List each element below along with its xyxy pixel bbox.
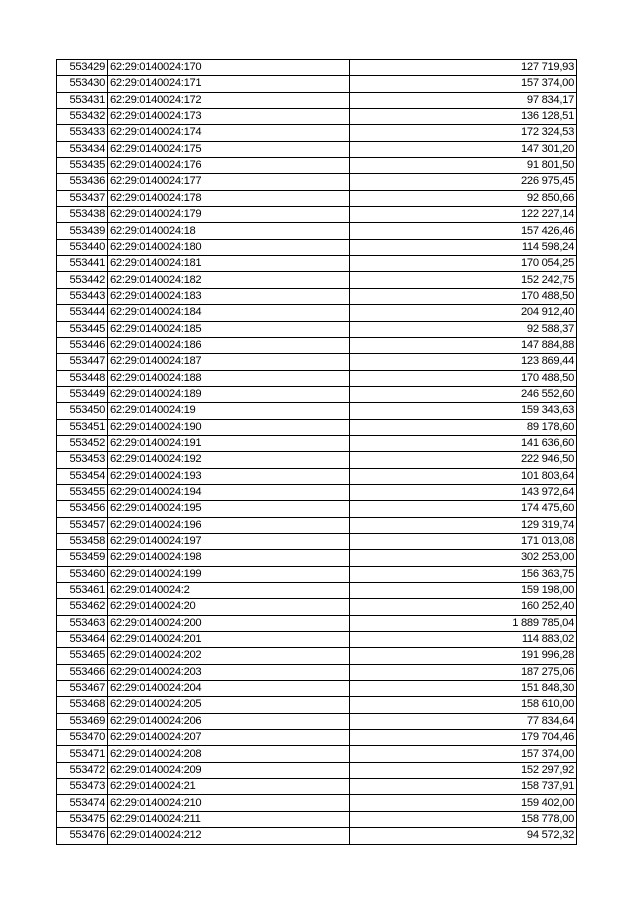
table-row xyxy=(57,174,577,190)
cadastral-value-cell: 89 178,60 xyxy=(350,419,577,435)
cadastral-number-cell: 62:29:0140024:21 xyxy=(108,779,350,795)
cadastral-value-cell: 226 975,45 xyxy=(350,174,577,190)
table-row xyxy=(57,435,577,451)
table-row xyxy=(57,468,577,484)
row-number-cell: 553446 xyxy=(57,337,108,353)
table-row xyxy=(57,223,577,239)
cadastral-number-cell: 62:29:0140024:179 xyxy=(108,207,350,223)
row-number-cell: 553438 xyxy=(57,207,108,223)
table-row xyxy=(57,730,577,746)
cadastral-number-cell: 62:29:0140024:206 xyxy=(108,713,350,729)
row-number-cell: 553429 xyxy=(57,60,108,76)
cadastral-number-cell: 62:29:0140024:197 xyxy=(108,533,350,549)
cadastral-value-cell: 1 889 785,04 xyxy=(350,615,577,631)
table-row xyxy=(57,795,577,811)
row-number-cell: 553459 xyxy=(57,550,108,566)
table-row xyxy=(57,190,577,206)
cadastral-value-cell: 114 598,24 xyxy=(350,239,577,255)
table-row xyxy=(57,828,577,844)
row-number-cell: 553465 xyxy=(57,648,108,664)
cadastral-value-cell: 151 848,30 xyxy=(350,681,577,697)
row-number-cell: 553454 xyxy=(57,468,108,484)
cadastral-value-cell: 147 301,20 xyxy=(350,141,577,157)
table-row xyxy=(57,337,577,353)
cadastral-number-cell: 62:29:0140024:191 xyxy=(108,435,350,451)
cadastral-number-cell: 62:29:0140024:186 xyxy=(108,337,350,353)
cadastral-value-cell: 136 128,51 xyxy=(350,109,577,125)
cadastral-value-cell: 91 801,50 xyxy=(350,158,577,174)
table-row xyxy=(57,811,577,827)
table-row xyxy=(57,109,577,125)
cadastral-number-cell: 62:29:0140024:172 xyxy=(108,92,350,108)
cadastral-value-cell: 157 374,00 xyxy=(350,746,577,762)
row-number-cell: 553441 xyxy=(57,256,108,272)
row-number-cell: 553475 xyxy=(57,811,108,827)
cadastral-value-cell: 97 834,17 xyxy=(350,92,577,108)
table-row xyxy=(57,746,577,762)
row-number-cell: 553435 xyxy=(57,158,108,174)
table-row xyxy=(57,207,577,223)
table-row xyxy=(57,305,577,321)
cadastral-number-cell: 62:29:0140024:192 xyxy=(108,452,350,468)
row-number-cell: 553457 xyxy=(57,517,108,533)
row-number-cell: 553452 xyxy=(57,435,108,451)
table-row xyxy=(57,60,577,76)
row-number-cell: 553444 xyxy=(57,305,108,321)
cadastral-value-cell: 122 227,14 xyxy=(350,207,577,223)
cadastral-number-cell: 62:29:0140024:182 xyxy=(108,272,350,288)
cadastral-number-cell: 62:29:0140024:18 xyxy=(108,223,350,239)
row-number-cell: 553433 xyxy=(57,125,108,141)
cadastral-number-cell: 62:29:0140024:175 xyxy=(108,141,350,157)
row-number-cell: 553437 xyxy=(57,190,108,206)
row-number-cell: 553464 xyxy=(57,632,108,648)
cadastral-number-cell: 62:29:0140024:176 xyxy=(108,158,350,174)
cadastral-value-cell: 156 363,75 xyxy=(350,566,577,582)
table-row xyxy=(57,272,577,288)
row-number-cell: 553439 xyxy=(57,223,108,239)
table-row xyxy=(57,484,577,500)
cadastral-value-cell: 92 588,37 xyxy=(350,321,577,337)
cadastral-number-cell: 62:29:0140024:204 xyxy=(108,681,350,697)
table-row xyxy=(57,501,577,517)
row-number-cell: 553445 xyxy=(57,321,108,337)
cadastral-number-cell: 62:29:0140024:181 xyxy=(108,256,350,272)
cadastral-value-cell: 152 297,92 xyxy=(350,762,577,778)
cadastral-value-cell: 127 719,93 xyxy=(350,60,577,76)
cadastral-value-cell: 160 252,40 xyxy=(350,599,577,615)
cadastral-number-cell: 62:29:0140024:187 xyxy=(108,354,350,370)
row-number-cell: 553462 xyxy=(57,599,108,615)
cadastral-number-cell: 62:29:0140024:205 xyxy=(108,697,350,713)
table-row xyxy=(57,779,577,795)
table-row xyxy=(57,452,577,468)
table-row xyxy=(57,141,577,157)
row-number-cell: 553466 xyxy=(57,664,108,680)
row-number-cell: 553443 xyxy=(57,288,108,304)
cadastral-number-cell: 62:29:0140024:185 xyxy=(108,321,350,337)
row-number-cell: 553431 xyxy=(57,92,108,108)
cadastral-value-cell: 101 803,64 xyxy=(350,468,577,484)
table-row xyxy=(57,615,577,631)
cadastral-number-cell: 62:29:0140024:170 xyxy=(108,60,350,76)
cadastral-number-cell: 62:29:0140024:20 xyxy=(108,599,350,615)
row-number-cell: 553448 xyxy=(57,370,108,386)
cadastral-number-cell: 62:29:0140024:207 xyxy=(108,730,350,746)
table-row xyxy=(57,76,577,92)
table-row xyxy=(57,288,577,304)
table-row xyxy=(57,386,577,402)
cadastral-value-cell: 141 636,60 xyxy=(350,435,577,451)
cadastral-number-cell: 62:29:0140024:2 xyxy=(108,583,350,599)
row-number-cell: 553474 xyxy=(57,795,108,811)
row-number-cell: 553447 xyxy=(57,354,108,370)
cadastral-value-cell: 246 552,60 xyxy=(350,386,577,402)
row-number-cell: 553461 xyxy=(57,583,108,599)
row-number-cell: 553453 xyxy=(57,452,108,468)
row-number-cell: 553430 xyxy=(57,76,108,92)
table-row xyxy=(57,256,577,272)
cadastral-value-table xyxy=(56,59,577,845)
row-number-cell: 553456 xyxy=(57,501,108,517)
table-row xyxy=(57,92,577,108)
cadastral-number-cell: 62:29:0140024:196 xyxy=(108,517,350,533)
cadastral-number-cell: 62:29:0140024:184 xyxy=(108,305,350,321)
table-row xyxy=(57,681,577,697)
cadastral-number-cell: 62:29:0140024:211 xyxy=(108,811,350,827)
cadastral-value-cell: 302 253,00 xyxy=(350,550,577,566)
table-row xyxy=(57,648,577,664)
cadastral-value-cell: 179 704,46 xyxy=(350,730,577,746)
row-number-cell: 553473 xyxy=(57,779,108,795)
cadastral-value-cell: 114 883,02 xyxy=(350,632,577,648)
cadastral-number-cell: 62:29:0140024:203 xyxy=(108,664,350,680)
cadastral-value-cell: 94 572,32 xyxy=(350,828,577,844)
cadastral-number-cell: 62:29:0140024:174 xyxy=(108,125,350,141)
cadastral-value-cell: 158 737,91 xyxy=(350,779,577,795)
cadastral-number-cell: 62:29:0140024:178 xyxy=(108,190,350,206)
row-number-cell: 553470 xyxy=(57,730,108,746)
table-row xyxy=(57,566,577,582)
cadastral-number-cell: 62:29:0140024:183 xyxy=(108,288,350,304)
cadastral-number-cell: 62:29:0140024:212 xyxy=(108,828,350,844)
cadastral-value-cell: 159 343,63 xyxy=(350,403,577,419)
cadastral-value-cell: 123 869,44 xyxy=(350,354,577,370)
row-number-cell: 553451 xyxy=(57,419,108,435)
cadastral-value-cell: 159 198,00 xyxy=(350,583,577,599)
row-number-cell: 553432 xyxy=(57,109,108,125)
row-number-cell: 553436 xyxy=(57,174,108,190)
cadastral-number-cell: 62:29:0140024:201 xyxy=(108,632,350,648)
cadastral-value-cell: 170 488,50 xyxy=(350,288,577,304)
cadastral-number-cell: 62:29:0140024:209 xyxy=(108,762,350,778)
cadastral-value-cell: 174 475,60 xyxy=(350,501,577,517)
cadastral-value-cell: 159 402,00 xyxy=(350,795,577,811)
row-number-cell: 553463 xyxy=(57,615,108,631)
cadastral-value-cell: 191 996,28 xyxy=(350,648,577,664)
cadastral-number-cell: 62:29:0140024:188 xyxy=(108,370,350,386)
cadastral-value-cell: 170 488,50 xyxy=(350,370,577,386)
cadastral-value-cell: 170 054,25 xyxy=(350,256,577,272)
cadastral-number-cell: 62:29:0140024:208 xyxy=(108,746,350,762)
row-number-cell: 553440 xyxy=(57,239,108,255)
cadastral-number-cell: 62:29:0140024:180 xyxy=(108,239,350,255)
table-row xyxy=(57,664,577,680)
row-number-cell: 553467 xyxy=(57,681,108,697)
cadastral-number-cell: 62:29:0140024:194 xyxy=(108,484,350,500)
table-row xyxy=(57,697,577,713)
cadastral-value-cell: 92 850,66 xyxy=(350,190,577,206)
cadastral-value-cell: 187 275,06 xyxy=(350,664,577,680)
cadastral-value-cell: 158 778,00 xyxy=(350,811,577,827)
table-row xyxy=(57,419,577,435)
table-row xyxy=(57,583,577,599)
cadastral-value-cell: 157 374,00 xyxy=(350,76,577,92)
cadastral-value-cell: 171 013,08 xyxy=(350,533,577,549)
table-row xyxy=(57,321,577,337)
cadastral-number-cell: 62:29:0140024:177 xyxy=(108,174,350,190)
cadastral-number-cell: 62:29:0140024:202 xyxy=(108,648,350,664)
row-number-cell: 553476 xyxy=(57,828,108,844)
cadastral-value-cell: 172 324,53 xyxy=(350,125,577,141)
cadastral-value-cell: 143 972,64 xyxy=(350,484,577,500)
table-row xyxy=(57,239,577,255)
cadastral-value-cell: 157 426,46 xyxy=(350,223,577,239)
table-row xyxy=(57,125,577,141)
row-number-cell: 553472 xyxy=(57,762,108,778)
row-number-cell: 553458 xyxy=(57,533,108,549)
table-row xyxy=(57,370,577,386)
table-row xyxy=(57,550,577,566)
table-row xyxy=(57,632,577,648)
cadastral-number-cell: 62:29:0140024:19 xyxy=(108,403,350,419)
row-number-cell: 553460 xyxy=(57,566,108,582)
table-row xyxy=(57,517,577,533)
row-number-cell: 553449 xyxy=(57,386,108,402)
cadastral-number-cell: 62:29:0140024:193 xyxy=(108,468,350,484)
cadastral-number-cell: 62:29:0140024:190 xyxy=(108,419,350,435)
row-number-cell: 553468 xyxy=(57,697,108,713)
cadastral-number-cell: 62:29:0140024:199 xyxy=(108,566,350,582)
row-number-cell: 553450 xyxy=(57,403,108,419)
cadastral-value-cell: 152 242,75 xyxy=(350,272,577,288)
cadastral-number-cell: 62:29:0140024:189 xyxy=(108,386,350,402)
cadastral-value-cell: 147 884,88 xyxy=(350,337,577,353)
cadastral-number-cell: 62:29:0140024:171 xyxy=(108,76,350,92)
cadastral-value-cell: 222 946,50 xyxy=(350,452,577,468)
row-number-cell: 553442 xyxy=(57,272,108,288)
table-row xyxy=(57,533,577,549)
table-row xyxy=(57,354,577,370)
cadastral-value-cell: 77 834,64 xyxy=(350,713,577,729)
cadastral-value-cell: 129 319,74 xyxy=(350,517,577,533)
table-row xyxy=(57,599,577,615)
cadastral-number-cell: 62:29:0140024:173 xyxy=(108,109,350,125)
table-row xyxy=(57,762,577,778)
row-number-cell: 553455 xyxy=(57,484,108,500)
cadastral-number-cell: 62:29:0140024:200 xyxy=(108,615,350,631)
row-number-cell: 553471 xyxy=(57,746,108,762)
table-body xyxy=(57,60,577,845)
cadastral-value-cell: 204 912,40 xyxy=(350,305,577,321)
row-number-cell: 553434 xyxy=(57,141,108,157)
cadastral-value-cell: 158 610,00 xyxy=(350,697,577,713)
table-row xyxy=(57,713,577,729)
row-number-cell: 553469 xyxy=(57,713,108,729)
cadastral-number-cell: 62:29:0140024:210 xyxy=(108,795,350,811)
table-row xyxy=(57,158,577,174)
cadastral-number-cell: 62:29:0140024:195 xyxy=(108,501,350,517)
cadastral-number-cell: 62:29:0140024:198 xyxy=(108,550,350,566)
table-row xyxy=(57,403,577,419)
